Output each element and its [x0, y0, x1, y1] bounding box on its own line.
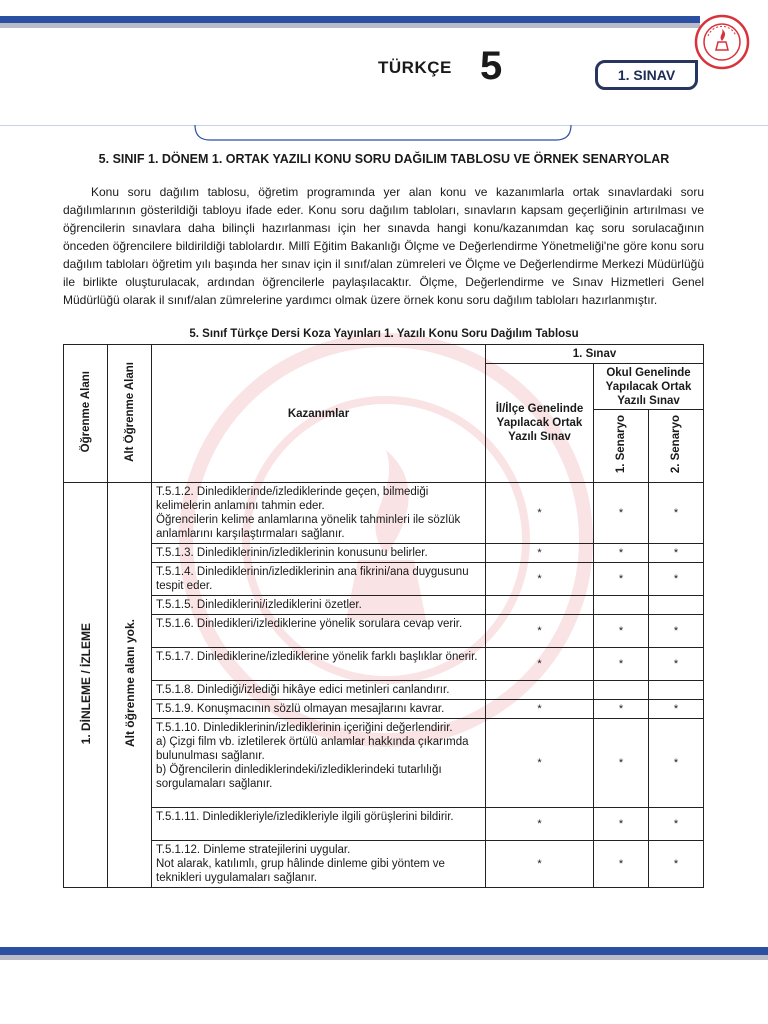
senaryo-2-mark: *	[649, 544, 704, 563]
senaryo-1-mark: *	[594, 719, 649, 808]
separator-bracket	[194, 125, 572, 141]
header-senaryo-2: 2. Senaryo	[649, 410, 704, 483]
alt-ogrenme-alani-cell: Alt öğrenme alanı yok.	[108, 483, 152, 888]
page-title: 5. SINIF 1. DÖNEM 1. ORTAK YAZILI KONU SORU DAĞILIM TABLOSU VE ÖRNEK SENARYOLAR	[98, 152, 670, 166]
distribution-table	[63, 344, 704, 888]
table-row	[64, 648, 704, 681]
table-row	[64, 563, 704, 596]
senaryo-2-mark	[649, 596, 704, 615]
top-accent-bar	[0, 16, 700, 23]
header-il-ilce: İl/İlçe Genelinde Yapılacak Ortak Yazılı Sınav	[486, 364, 594, 483]
header-kazanimlar: Kazanımlar	[152, 345, 486, 483]
kazanim-cell: T.5.1.11. Dinledikleriyle/izledikleriyle ilgili görüşlerini bildirir.	[152, 808, 486, 841]
kazanim-cell: T.5.1.5. Dinlediklerini/izlediklerini özetler.	[152, 596, 486, 615]
il-ilce-mark	[486, 596, 594, 615]
table-row	[64, 544, 704, 563]
senaryo-1-mark: *	[594, 563, 649, 596]
kazanim-cell: T.5.1.12. Dinleme stratejilerini uygular. Not alarak, katılımlı, grup hâlinde dinleme gibi yöntem ve teknikleri uygulamaları sağlanır.	[152, 841, 486, 888]
intro-paragraph	[63, 183, 704, 309]
il-ilce-mark: *	[486, 719, 594, 808]
bottom-accent-bar-gray	[0, 955, 768, 960]
kazanim-cell: T.5.1.10. Dinlediklerinin/izlediklerinin içeriğini değerlendirir. a) Çizgi film vb. izletilerek örtülü anlamlar hakkında çıkarımda bulunulması sağlanır. b) Öğrencilerin dinlediklerindeki/izlediklerindeki tutarlılığı sorgulamaları sağlanır.	[152, 719, 486, 808]
il-ilce-mark	[486, 681, 594, 700]
kazanim-cell: T.5.1.4. Dinlediklerinin/izlediklerinin ana fikrini/ana duygusunu tespit eder.	[152, 563, 486, 596]
table-row	[64, 841, 704, 888]
header-ogrenme-alani: Öğrenme Alanı	[64, 345, 108, 483]
senaryo-2-mark: *	[649, 648, 704, 681]
kazanim-cell: T.5.1.9. Konuşmacının sözlü olmayan mesajlarını kavrar.	[152, 700, 486, 719]
senaryo-1-mark	[594, 681, 649, 700]
il-ilce-mark: *	[486, 483, 594, 544]
senaryo-2-mark: *	[649, 808, 704, 841]
il-ilce-mark: *	[486, 544, 594, 563]
table-row	[64, 483, 704, 544]
il-ilce-mark: *	[486, 615, 594, 648]
senaryo-2-mark: *	[649, 483, 704, 544]
kazanim-cell: T.5.1.8. Dinlediği/izlediği hikâye edici metinleri canlandırır.	[152, 681, 486, 700]
senaryo-1-mark: *	[594, 700, 649, 719]
senaryo-2-mark: *	[649, 563, 704, 596]
il-ilce-mark: *	[486, 700, 594, 719]
senaryo-1-mark: *	[594, 615, 649, 648]
kazanim-cell: T.5.1.6. Dinledikleri/izlediklerine yönelik sorulara cevap verir.	[152, 615, 486, 648]
senaryo-2-mark: *	[649, 700, 704, 719]
kazanim-cell: T.5.1.3. Dinlediklerinin/izlediklerinin konusunu belirler.	[152, 544, 486, 563]
senaryo-1-mark: *	[594, 841, 649, 888]
senaryo-1-mark	[594, 596, 649, 615]
il-ilce-mark: *	[486, 563, 594, 596]
header-alt-ogrenme-alani: Alt Öğrenme Alanı	[108, 345, 152, 483]
senaryo-2-mark: *	[649, 841, 704, 888]
intro-text: Konu soru dağılım tablosu, öğretim programında yer alan konu ve kazanımlarla ortak sınavlardaki soru dağılımlarının gösterildiği tabloyu ifade eder. Konu soru dağılım tabloları, sınavların kapsam geçerliğinin artırılması ve öğrencilerin sınavlara daha bilinçli hazırlanması için her sınavda hangi konu/kazanımdan kaç soru sorulacağının önceden öğrencilere bildirildiği tablolardır. Millî Eğitim Bakanlığı Ölçme ve Değerlendirme Yönetmeliği'ne göre konu soru dağılım tabloları öğretim yılı başında her sınav için il sınıf/alan zümreleri ve Ölçme ve Değerlendirme Merkezi Müdürlüğü ile birlikte oluşturulacak, ardından öğrencilerle paylaşılacaktır. Ölçme, Değerlendirme ve Sınav Hizmetleri Genel Müdürlüğü olarak il sınıf/alan zümrelerine yardımcı olmak üzere örnek konu soru dağılım tabloları hazırlanmıştır.	[63, 185, 704, 307]
il-ilce-mark: *	[486, 841, 594, 888]
header-sinav: 1. Sınav	[486, 345, 704, 364]
table-row	[64, 596, 704, 615]
exam-tab: 1. SINAV	[595, 60, 698, 90]
senaryo-2-mark: *	[649, 719, 704, 808]
bottom-accent-bar	[0, 947, 768, 955]
top-accent-bar-gray	[0, 23, 700, 28]
table-title: 5. Sınıf Türkçe Dersi Koza Yayınları 1. Yazılı Konu Soru Dağılım Tablosu	[189, 328, 579, 340]
senaryo-2-mark	[649, 681, 704, 700]
senaryo-1-mark: *	[594, 808, 649, 841]
table-row	[64, 615, 704, 648]
kazanim-cell: T.5.1.7. Dinlediklerine/izlediklerine yönelik farklı başlıklar önerir.	[152, 648, 486, 681]
senaryo-1-mark: *	[594, 648, 649, 681]
senaryo-2-mark: *	[649, 615, 704, 648]
il-ilce-mark: *	[486, 648, 594, 681]
header-senaryo-1: 1. Senaryo	[594, 410, 649, 483]
il-ilce-mark: *	[486, 808, 594, 841]
table-row	[64, 719, 704, 808]
subject-title: TÜRKÇE	[378, 58, 452, 77]
table-row	[64, 681, 704, 700]
header-okul: Okul Genelinde Yapılacak Ortak Yazılı Sınav	[594, 364, 704, 410]
senaryo-1-mark: *	[594, 544, 649, 563]
senaryo-1-mark: *	[594, 483, 649, 544]
grade-number: 5	[480, 44, 503, 88]
table-row	[64, 808, 704, 841]
meb-emblem-icon	[694, 14, 750, 70]
ogrenme-alani-cell: 1. DİNLEME / İZLEME	[64, 483, 108, 888]
kazanim-cell: T.5.1.2. Dinlediklerinde/izlediklerinde geçen, bilmediği kelimelerin anlamını tahmin eder. Öğrencilerin kelime anlamlarına yönelik tahminleri ile sözlük anlamlarını karşılaştırmaları sağlanır.	[152, 483, 486, 544]
table-row	[64, 700, 704, 719]
